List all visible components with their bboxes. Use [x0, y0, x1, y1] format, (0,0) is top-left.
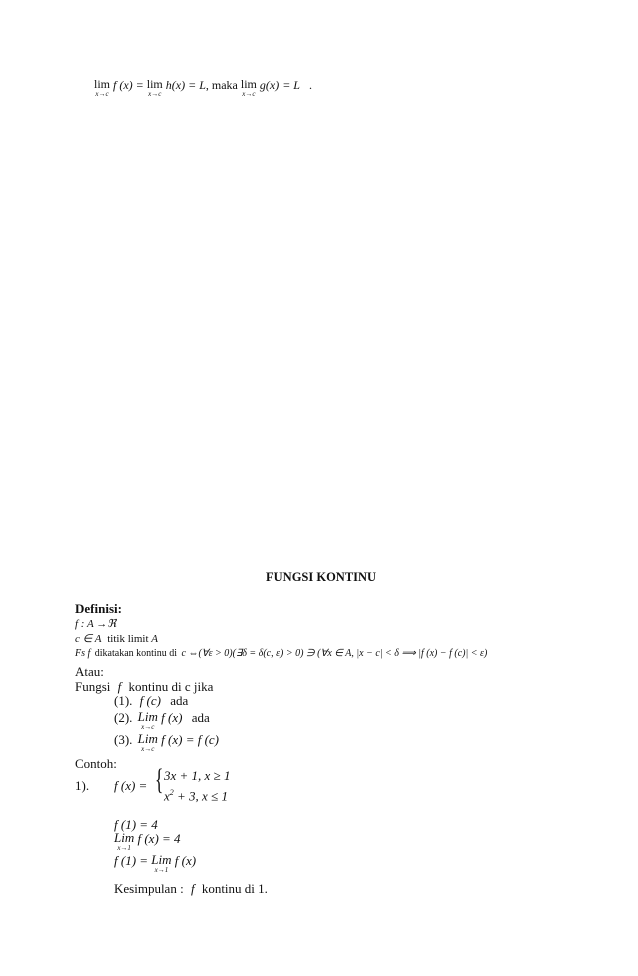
text: ada [191, 710, 210, 725]
lim-subscript: x→1 [117, 844, 131, 852]
lim-text: Lim [137, 709, 158, 724]
atau-label: Atau: [75, 664, 104, 679]
result-line-3 [114, 853, 196, 874]
lim-subscript: x→c [148, 90, 162, 98]
math-text: f (1) = [114, 853, 149, 868]
math-text: f [190, 881, 195, 896]
lim-text: lim [146, 77, 163, 91]
conclusion-line [114, 881, 268, 897]
limit-operator [147, 78, 163, 98]
superscript: 2 [169, 788, 174, 797]
condition-number: (2). [114, 710, 133, 725]
text: kontinu di 1. [201, 881, 268, 896]
formula-part: g(x) = L [259, 78, 300, 92]
example-number: 1). [75, 778, 90, 793]
condition-3 [114, 732, 219, 753]
definisi-title: Definisi: [75, 601, 122, 616]
limit-operator [94, 78, 110, 98]
lim-subscript: x→c [141, 723, 155, 731]
definisi-line-2 [75, 632, 158, 645]
text: kontinu di c jika [128, 679, 214, 694]
math-text: f (x) [174, 853, 197, 868]
math-text: f [117, 679, 122, 694]
lim-text: lim [94, 77, 111, 91]
lim-subscript: x→c [95, 90, 109, 98]
condition-number: (3). [114, 732, 133, 747]
condition-number: (1). [114, 693, 133, 708]
condition-1 [114, 693, 188, 709]
lim-text: lim [240, 77, 257, 91]
math-text: f (x) [161, 710, 183, 725]
definisi-line-1: f : A →ℜ [75, 618, 117, 630]
limit-operator [241, 78, 257, 98]
brace-glyph: { [154, 763, 164, 796]
math-text: f (x) = 4 [137, 831, 181, 846]
limit-operator [138, 732, 158, 753]
formula-part: f (x) = [113, 78, 144, 92]
contoh-label: Contoh: [75, 756, 117, 771]
lim-subscript: x→1 [154, 866, 169, 874]
piecewise-case-2 [164, 788, 228, 804]
math-text: c ∈ A [75, 633, 102, 645]
definisi-line-3 [75, 648, 487, 659]
piecewise-lhs: f (x) = [114, 778, 148, 793]
piecewise-case-1: 3x + 1, x ≥ 1 [164, 768, 231, 783]
math-text: f (c) [139, 693, 161, 708]
text: Fungsi [75, 679, 111, 694]
section-heading: FUNGSI KONTINU [266, 570, 377, 584]
math-text: f (x) = f (c) [161, 732, 220, 747]
text: dikatakan kontinu di [94, 648, 177, 659]
text: ada [170, 693, 189, 708]
period: . [308, 78, 312, 92]
lim-text: Lim [151, 852, 172, 867]
math-text: A [151, 633, 158, 645]
lim-text: Lim [137, 731, 158, 746]
math-text: + 3, x ≤ 1 [173, 788, 228, 804]
condition-2 [114, 710, 210, 731]
result-line-1: f (1) = 4 [114, 817, 158, 832]
text: titik limit [107, 633, 149, 645]
math-text: x [164, 788, 170, 804]
lim-subscript: x→c [242, 90, 256, 98]
formula-part: h(x) = L [165, 78, 206, 92]
lim-subscript: x→c [141, 745, 155, 753]
math-text: Fs f [75, 648, 91, 659]
text: Kesimpulan : [114, 881, 184, 896]
lim-text: Lim [114, 830, 135, 845]
result-line-2 [114, 831, 181, 852]
top-formula [94, 78, 312, 98]
limit-operator [114, 831, 134, 852]
maka-text: , maka [205, 78, 238, 92]
limit-operator [138, 710, 158, 731]
limit-operator [151, 853, 171, 874]
definition-formula: c ⇔(∀ε > 0)(∃δ = δ(c, ε) > 0) ∋ (∀x ∈ A, |x − c| < δ ⟹ |f (x) − f (c)| < ε) [181, 648, 488, 659]
